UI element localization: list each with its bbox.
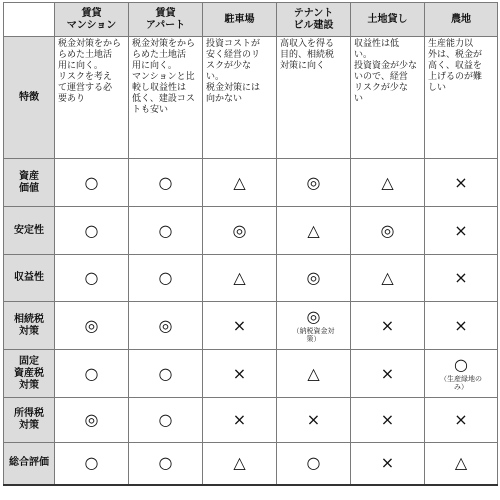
rating-cell xyxy=(129,159,203,207)
row-header-label: 安定性 xyxy=(14,224,44,236)
column-header xyxy=(351,3,425,37)
row-header-label: 相続税 対策 xyxy=(14,313,44,337)
land-use-comparison-table xyxy=(3,2,498,486)
rating-cell xyxy=(55,302,129,350)
column-header xyxy=(55,3,129,37)
row-header xyxy=(4,398,55,443)
column-header xyxy=(425,3,498,37)
rating-mark: △ xyxy=(233,172,246,192)
rating-cell xyxy=(55,398,129,443)
row-header xyxy=(4,302,55,350)
feature-cell xyxy=(277,37,351,159)
rating-row xyxy=(4,255,498,302)
column-header-label: 賃貸 アパート xyxy=(145,7,186,31)
rating-cell xyxy=(203,159,277,207)
rating-cell xyxy=(351,443,425,485)
rating-mark: △ xyxy=(233,268,246,287)
rating-cell xyxy=(129,207,203,255)
column-header xyxy=(277,3,351,37)
rating-cell xyxy=(129,302,203,350)
row-header xyxy=(4,159,55,207)
rating-mark: ○ xyxy=(306,453,321,473)
rating-cell xyxy=(277,255,351,302)
rating-mark: ○ xyxy=(158,410,173,429)
row-header-label: 収益性 xyxy=(14,272,44,283)
rating-mark: ◎ xyxy=(158,315,173,335)
rating-cell xyxy=(351,302,425,350)
rating-row xyxy=(4,350,498,398)
rating-mark: ◎ xyxy=(306,268,321,287)
rating-cell xyxy=(129,443,203,485)
row-header xyxy=(4,37,55,159)
rating-note: （納税資金対 策） xyxy=(292,326,335,343)
feature-cell xyxy=(203,37,277,159)
rating-cell xyxy=(129,350,203,398)
rating-cell xyxy=(55,207,129,255)
rating-mark: ○ xyxy=(158,268,173,287)
row-header xyxy=(4,255,55,302)
rating-cell xyxy=(203,255,277,302)
rating-mark: ○ xyxy=(84,453,99,473)
feature-cell xyxy=(129,37,203,159)
rating-row xyxy=(4,159,498,207)
rating-mark: × xyxy=(306,410,321,429)
rating-mark: ○ xyxy=(84,220,99,240)
column-header-label: テナント ビル建設 xyxy=(293,7,334,31)
rating-cell xyxy=(351,350,425,398)
rating-cell xyxy=(425,255,498,302)
feature-text: 税金対策をから らめた土地活 用に向く。 マンションと比 較し収益性は 低く、建設コス トも安い xyxy=(132,39,196,115)
rating-cell xyxy=(203,443,277,485)
feature-cell xyxy=(351,37,425,159)
column-header-label: 土地貸し xyxy=(367,13,408,25)
rating-cell xyxy=(277,302,351,350)
rating-mark: ○ xyxy=(158,172,173,192)
feature-cell xyxy=(425,37,498,159)
rating-mark: ○ xyxy=(158,453,173,473)
rating-mark: △ xyxy=(307,363,320,383)
row-header-label: 総合評価 xyxy=(9,457,49,469)
rating-cell xyxy=(203,398,277,443)
rating-cell xyxy=(351,207,425,255)
rating-cell xyxy=(203,207,277,255)
column-header xyxy=(203,3,277,37)
corner-cell xyxy=(4,3,55,37)
rating-cell xyxy=(425,207,498,255)
feature-text: 高収入を得る 目的、相続税 対策に向く xyxy=(280,39,335,71)
rating-cell xyxy=(55,350,129,398)
column-header-label: 賃貸 マンション xyxy=(66,7,117,31)
rating-mark: △ xyxy=(454,453,468,473)
rating-cell xyxy=(425,443,498,485)
rating-cell xyxy=(425,350,498,398)
rating-mark: ◎ xyxy=(84,315,99,335)
rating-mark: ○ xyxy=(84,268,99,287)
rating-mark: ◎ xyxy=(232,220,247,240)
row-header xyxy=(4,350,55,398)
feature-text: 生産能力以 外は、税金が 高く、収益を 上げるのが難 しい xyxy=(428,39,483,93)
rating-mark: △ xyxy=(381,172,394,192)
rating-cell xyxy=(277,159,351,207)
rating-mark: × xyxy=(232,363,247,383)
row-header xyxy=(4,443,55,485)
rating-mark: × xyxy=(380,363,395,383)
rating-cell xyxy=(425,302,498,350)
rating-mark: × xyxy=(380,410,395,429)
rating-mark: ○ xyxy=(84,172,99,192)
rating-row xyxy=(4,398,498,443)
rating-mark: △ xyxy=(307,220,320,240)
feature-row xyxy=(4,37,498,159)
row-header-label: 固定 資産税 対策 xyxy=(14,355,44,391)
rating-cell xyxy=(351,398,425,443)
rating-cell xyxy=(203,350,277,398)
column-header-label: 農地 xyxy=(451,13,471,25)
rating-cell xyxy=(277,398,351,443)
rating-cell xyxy=(351,159,425,207)
rating-cell xyxy=(351,255,425,302)
rating-mark: ◎ xyxy=(306,306,321,326)
rating-mark: ◎ xyxy=(306,172,321,192)
row-header xyxy=(4,207,55,255)
rating-mark: × xyxy=(380,453,395,473)
rating-cell xyxy=(203,302,277,350)
rating-mark: ○ xyxy=(158,220,173,240)
rating-cell xyxy=(55,443,129,485)
row-header-label: 資産 価値 xyxy=(19,170,39,194)
rating-mark: × xyxy=(454,315,468,335)
rating-mark: × xyxy=(454,268,468,287)
rating-mark: ○ xyxy=(158,363,173,383)
rating-mark: × xyxy=(454,220,468,240)
rating-cell xyxy=(425,398,498,443)
rating-mark: ◎ xyxy=(84,410,99,429)
column-header xyxy=(129,3,203,37)
rating-cell xyxy=(129,398,203,443)
rating-mark: ◎ xyxy=(380,220,395,240)
rating-mark: △ xyxy=(233,453,246,473)
header-row xyxy=(4,3,498,37)
rating-mark: × xyxy=(232,410,247,429)
feature-text: 税金対策をから らめた土地活 用に向く。 リスクを考え て運営する必 要あり xyxy=(58,39,122,104)
column-header-label: 駐車場 xyxy=(224,13,255,25)
rating-cell xyxy=(425,159,498,207)
rating-row xyxy=(4,207,498,255)
feature-cell xyxy=(55,37,129,159)
rating-row xyxy=(4,302,498,350)
rating-mark: × xyxy=(232,315,247,335)
rating-cell xyxy=(55,255,129,302)
rating-mark: ○ xyxy=(84,363,99,383)
rating-mark: ○ xyxy=(454,354,468,374)
rating-mark: △ xyxy=(381,268,394,287)
rating-cell xyxy=(277,350,351,398)
rating-cell xyxy=(129,255,203,302)
rating-mark: × xyxy=(454,172,468,192)
rating-mark: × xyxy=(380,315,395,335)
row-header-label: 所得税 対策 xyxy=(14,408,44,431)
rating-cell xyxy=(277,443,351,485)
overall-rating-row xyxy=(4,443,498,485)
rating-cell xyxy=(277,207,351,255)
feature-text: 収益性は低 い。 投資資金が少な いので、経営 リスクが少な い xyxy=(354,39,418,104)
rating-mark: × xyxy=(454,410,468,429)
row-header-label: 特徴 xyxy=(19,91,39,103)
rating-cell xyxy=(55,159,129,207)
feature-text: 投資コストが 安く経営のリ スクが少な い。 税金対策には 向かない xyxy=(206,39,261,104)
rating-note: （生産緑地の み） xyxy=(440,374,482,391)
